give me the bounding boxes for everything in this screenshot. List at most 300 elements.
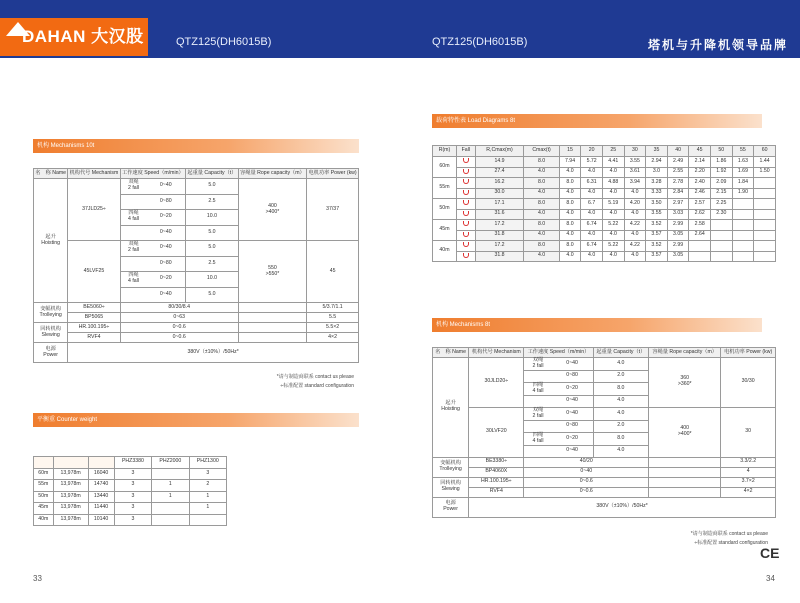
column-header: 名 称 Name (433, 348, 469, 358)
fall-icon-cell (456, 241, 475, 252)
table-cell (152, 468, 189, 480)
capacity-value: 2.5 (186, 194, 239, 210)
load-value: 2.09 (711, 178, 733, 189)
rope-capacity: 360 >360* (649, 358, 721, 408)
speed-value: 0~0.6 (524, 487, 649, 497)
table-row (433, 358, 776, 371)
load-value: 2.97 (667, 199, 689, 210)
mechanism-code: 30LVF20 (469, 407, 524, 457)
rope-capacity (649, 467, 721, 477)
capacity-value: 2.0 (593, 370, 649, 382)
power-row (433, 497, 776, 517)
speed-cell (524, 420, 593, 432)
speed-value: 0~80 (159, 197, 172, 204)
radius-label: 50m (433, 199, 457, 220)
table-cell: 13,978m (53, 491, 88, 503)
table-header-row (34, 457, 227, 469)
table-header-row (433, 146, 776, 157)
speed-cell (524, 358, 593, 371)
column-header: 机构代号 Mechanism (469, 348, 524, 358)
table-row (34, 333, 359, 343)
table-cell (152, 514, 189, 526)
left-mech-title: 机构 Mechanisms 10t (33, 139, 359, 153)
load-value: 6.31 (581, 178, 603, 189)
fall-icon-cell (456, 178, 475, 189)
motor-power: 30/30 (721, 358, 776, 408)
column-header: 55 (732, 146, 754, 157)
load-value: 4.0 (624, 188, 646, 199)
load-value: 4.0 (524, 230, 559, 241)
fall-icon-cell (456, 167, 475, 178)
rope-capacity: 550 >550* (238, 241, 306, 303)
table-cell: 3 (114, 468, 151, 480)
rope-capacity: 400 >400* (238, 179, 306, 241)
column-header: 电机功率 Power (kw) (721, 348, 776, 358)
speed-value: 0~20 (566, 384, 578, 391)
table-cell: 3 (114, 514, 151, 526)
load-value: 4.0 (524, 188, 559, 199)
load-value: 4.0 (559, 167, 581, 178)
mechanism-code: 45LVF25 (68, 241, 120, 303)
speed-value: 0~40 (566, 409, 578, 416)
load-value: 3.52 (646, 220, 668, 231)
table-row (34, 491, 227, 503)
load-value: 31.8 (475, 230, 524, 241)
load-value: 1.63 (732, 157, 754, 168)
column-header: Cmax(t) (524, 146, 559, 157)
load-value: 4.0 (524, 209, 559, 220)
left-notes (180, 373, 354, 391)
counterweight-table (33, 456, 227, 526)
table-cell: 13,978m (53, 514, 88, 526)
table-row (433, 251, 776, 262)
load-value: 2.57 (689, 199, 711, 210)
load-value: 3.05 (667, 230, 689, 241)
column-header: 工作速度 Speed（m/min） (524, 348, 593, 358)
table-cell: 13,978m (53, 503, 88, 515)
load-value: 1.44 (754, 157, 776, 168)
rope-capacity (649, 487, 721, 497)
load-value: 3.50 (646, 199, 668, 210)
motor-power: 3.3/2.2 (721, 457, 776, 467)
load-value (711, 230, 733, 241)
hook-fall-icon (463, 158, 469, 163)
load-value: 4.0 (559, 188, 581, 199)
load-value: 8.0 (559, 220, 581, 231)
note-standard: ÷标准配置 standard configuration (280, 383, 354, 389)
speed-cell (524, 382, 593, 395)
load-value: 4.41 (602, 157, 624, 168)
load-value: 4.0 (559, 251, 581, 262)
motor-power: 4 (721, 467, 776, 477)
column-header: PHZ3380 (114, 457, 151, 469)
load-value: 1.50 (754, 167, 776, 178)
table-header-row (34, 169, 359, 179)
load-value (732, 230, 754, 241)
load-value (689, 241, 711, 252)
load-value: 6.74 (581, 241, 603, 252)
column-header: 15 (559, 146, 581, 157)
load-value: 8.0 (559, 241, 581, 252)
rope-capacity (649, 457, 721, 467)
speed-cell (524, 395, 593, 407)
speed-value: 0~40 (566, 397, 578, 404)
speed-cell (120, 210, 186, 226)
column-header: 35 (646, 146, 668, 157)
load-value: 1.69 (732, 167, 754, 178)
load-value: 2.14 (689, 157, 711, 168)
table-header-row (433, 348, 776, 358)
table-cell: 3 (189, 468, 226, 480)
table-row (34, 241, 359, 257)
load-value: 3.61 (624, 167, 646, 178)
table-cell (152, 503, 189, 515)
load-value: 7.94 (559, 157, 581, 168)
load-value: 8.0 (524, 178, 559, 189)
column-header: 电机功率 Power (kw) (307, 169, 359, 179)
slew-label: 回转机构 Slewing (433, 477, 469, 497)
table-row (433, 407, 776, 420)
mechanism-code: BE3380÷ (469, 457, 524, 467)
load-diagram-table (432, 145, 776, 262)
load-value: 3.0 (646, 167, 668, 178)
load-value: 1.92 (711, 167, 733, 178)
speed-value: 0~40 (159, 244, 172, 251)
brand-logo (0, 18, 148, 84)
load-value: 17.1 (475, 199, 524, 210)
right-mech-title: 机构 Mechanisms 8t (432, 318, 762, 332)
load-value (732, 241, 754, 252)
load-value: 3.28 (646, 178, 668, 189)
column-header: 25 (602, 146, 624, 157)
table-cell: 13,978m (53, 468, 88, 480)
speed-value: 0~40 (566, 359, 578, 366)
brand-cn: 大汉股份 (22, 27, 144, 84)
load-value: 17.2 (475, 220, 524, 231)
load-value: 8.0 (524, 220, 559, 231)
table-cell: 60m (34, 468, 54, 480)
load-value: 4.0 (559, 209, 581, 220)
table-row (433, 220, 776, 231)
load-value: 8.0 (524, 199, 559, 210)
speed-cell (120, 179, 186, 195)
load-value (732, 199, 754, 210)
capacity-value: 2.5 (186, 256, 239, 272)
note-contact: *请与制造商联系 contact us please (690, 531, 768, 537)
capacity-value: 4.0 (593, 395, 649, 407)
speed-cell (120, 272, 186, 288)
tower-crane-logo-icon (6, 22, 30, 36)
load-value: 2.84 (667, 188, 689, 199)
trolley-label: 变幅机构 Trolleying (34, 303, 68, 323)
load-value (754, 241, 776, 252)
load-value: 31.8 (475, 251, 524, 262)
motor-power: 5.5×2 (307, 323, 359, 333)
table-row (433, 467, 776, 477)
table-cell: 11440 (88, 503, 114, 515)
radius-label: 60m (433, 157, 457, 178)
load-value: 8.0 (524, 241, 559, 252)
table-row (34, 323, 359, 333)
speed-cell (524, 407, 593, 420)
mechanism-code: HR.100.195÷ (469, 477, 524, 487)
mechanism-code: 37JLD25÷ (68, 179, 120, 241)
fall-icon-cell (456, 230, 475, 241)
rope-capacity (238, 333, 306, 343)
speed-value: 80/30/8.4 (120, 303, 238, 313)
power-label: 电源 Power (34, 343, 68, 363)
motor-power: 4×2 (307, 333, 359, 343)
table-row (433, 157, 776, 168)
column-header: 60 (754, 146, 776, 157)
load-value: 1.86 (711, 157, 733, 168)
table-cell (189, 514, 226, 526)
speed-cell (120, 225, 186, 241)
capacity-value: 10.0 (186, 210, 239, 226)
fall-label: 双绳 2 fall (532, 357, 544, 369)
table-cell: 55m (34, 480, 54, 492)
table-cell: 1 (152, 491, 189, 503)
speed-value: 0~80 (159, 259, 172, 266)
capacity-value: 5.0 (186, 179, 239, 195)
load-value: 4.0 (524, 167, 559, 178)
load-value: 5.72 (581, 157, 603, 168)
load-value (732, 220, 754, 231)
power-row (34, 343, 359, 363)
capacity-value: 4.0 (593, 445, 649, 457)
right-mechanisms-table (432, 347, 776, 518)
speed-cell (524, 432, 593, 445)
speed-value: 0~40 (159, 228, 172, 235)
load-value: 3.57 (646, 251, 668, 262)
rope-capacity (238, 313, 306, 323)
column-header: 容绳量 Rope capacity（m） (238, 169, 306, 179)
hoisting-label: 起升 Hoisting (34, 179, 68, 303)
load-value (711, 220, 733, 231)
table-row (34, 303, 359, 313)
load-value: 2.55 (667, 167, 689, 178)
speed-value: 0~20 (159, 275, 172, 282)
load-value (689, 251, 711, 262)
ce-mark: CE (760, 545, 780, 561)
table-cell: 16040 (88, 468, 114, 480)
page-number-right: 34 (766, 574, 775, 583)
speed-cell (120, 256, 186, 272)
table-row (34, 480, 227, 492)
capacity-value: 8.0 (593, 432, 649, 445)
fall-label: 双绳 2 fall (128, 241, 139, 254)
load-value: 3.94 (624, 178, 646, 189)
load-value: 2.46 (689, 188, 711, 199)
table-row (34, 179, 359, 195)
fall-icon-cell (456, 157, 475, 168)
hoisting-label: 起升 Hoisting (433, 358, 469, 458)
speed-value: 0~40 (159, 290, 172, 297)
motor-power: 45 (307, 241, 359, 303)
mechanism-code: BP5065 (68, 313, 120, 323)
capacity-value: 5.0 (186, 225, 239, 241)
table-cell: 3 (114, 480, 151, 492)
load-value: 2.49 (667, 157, 689, 168)
model-right: QTZ125(DH6015B) (432, 36, 528, 48)
mechanism-code: 30JLD20÷ (469, 358, 524, 408)
table-cell: 1 (152, 480, 189, 492)
table-cell: 14740 (88, 480, 114, 492)
hook-fall-icon (463, 221, 469, 226)
rope-capacity (238, 303, 306, 313)
load-value: 30.0 (475, 188, 524, 199)
note-standard: ÷标准配置 standard configuration (694, 540, 768, 546)
speed-cell (120, 241, 186, 257)
left-mechanisms-table (33, 168, 359, 363)
speed-value: 0~80 (566, 422, 578, 429)
column-header: PHZ1300 (189, 457, 226, 469)
load-value: 2.58 (689, 220, 711, 231)
load-value: 3.57 (646, 230, 668, 241)
column-header: 45 (689, 146, 711, 157)
load-value: 3.55 (646, 209, 668, 220)
load-value: 8.0 (559, 199, 581, 210)
speed-value: 40/20 (524, 457, 649, 467)
column-header: 20 (581, 146, 603, 157)
load-value: 2.20 (689, 167, 711, 178)
fall-icon-cell (456, 209, 475, 220)
motor-power: 5/3.7/1.1 (307, 303, 359, 313)
load-value: 27.4 (475, 167, 524, 178)
fall-label: 双绳 2 fall (532, 406, 544, 419)
load-value: 3.33 (646, 188, 668, 199)
load-value: 8.0 (559, 178, 581, 189)
load-value: 3.03 (667, 209, 689, 220)
table-row (433, 457, 776, 467)
speed-value: 0~0.6 (524, 477, 649, 487)
mechanism-code: RVF4 (68, 333, 120, 343)
hook-fall-icon (463, 232, 469, 237)
load-value: 4.0 (581, 209, 603, 220)
load-value (732, 251, 754, 262)
mechanism-code: RVF4 (469, 487, 524, 497)
load-value: 2.15 (711, 188, 733, 199)
speed-value: 0~20 (566, 434, 578, 441)
table-row (433, 230, 776, 241)
table-cell: 45m (34, 503, 54, 515)
fall-icon-cell (456, 251, 475, 262)
hook-fall-icon (463, 253, 469, 258)
motor-power: 5.5 (307, 313, 359, 323)
column-header: 50 (711, 146, 733, 157)
load-value: 4.0 (624, 209, 646, 220)
fall-icon-cell (456, 188, 475, 199)
load-value (754, 220, 776, 231)
load-value (732, 209, 754, 220)
column-header: R,Cmax(m) (475, 146, 524, 157)
column-header: 容绳量 Rope capacity（m） (649, 348, 721, 358)
load-value: 4.0 (581, 230, 603, 241)
load-value: 4.0 (602, 209, 624, 220)
load-value (754, 230, 776, 241)
column-header (53, 457, 88, 469)
fall-label: 四绳 4 fall (532, 381, 544, 394)
table-cell: 2 (189, 480, 226, 492)
load-value: 3.55 (624, 157, 646, 168)
load-value: 2.94 (646, 157, 668, 168)
load-value: 5.22 (602, 241, 624, 252)
speed-cell (524, 445, 593, 457)
load-value: 16.2 (475, 178, 524, 189)
load-value: 6.74 (581, 220, 603, 231)
table-cell: 13440 (88, 491, 114, 503)
column-header: 起重量 Capacity（t） (593, 348, 649, 358)
load-value: 2.78 (667, 178, 689, 189)
load-value: 4.20 (624, 199, 646, 210)
table-cell: 13,978m (53, 480, 88, 492)
load-value: 4.0 (524, 251, 559, 262)
load-value: 4.0 (559, 230, 581, 241)
capacity-value: 8.0 (593, 382, 649, 395)
capacity-value: 10.0 (186, 272, 239, 288)
load-value: 1.84 (732, 178, 754, 189)
load-value: 31.6 (475, 209, 524, 220)
capacity-value: 4.0 (593, 407, 649, 420)
capacity-value: 5.0 (186, 241, 239, 257)
rope-capacity (238, 323, 306, 333)
hook-fall-icon (463, 169, 469, 174)
table-cell: 3 (114, 491, 151, 503)
load-value: 4.0 (624, 230, 646, 241)
speed-cell (524, 370, 593, 382)
power-value: 380V（±10%）/50Hz* (469, 497, 776, 517)
fall-icon-cell (456, 199, 475, 210)
capacity-value: 2.0 (593, 420, 649, 432)
slogan: 塔机与升降机领导品牌 (647, 38, 788, 52)
column-header: PHZ2000 (152, 457, 189, 469)
fall-label: 四绳 4 fall (128, 272, 139, 285)
column-header: 40 (667, 146, 689, 157)
rope-capacity: 400 >400* (649, 407, 721, 457)
speed-value: 0~0.6 (120, 323, 238, 333)
load-value (711, 251, 733, 262)
speed-cell (120, 194, 186, 210)
speed-value: 0~0.6 (120, 333, 238, 343)
power-label: 电源 Power (433, 497, 469, 517)
load-value (754, 178, 776, 189)
column-header (88, 457, 114, 469)
load-diagram-title: 载荷特性表 Load Diagrams 8t (432, 114, 762, 128)
power-value: 380V（±10%）/50Hz* (68, 343, 359, 363)
load-value (754, 188, 776, 199)
load-value: 4.0 (581, 188, 603, 199)
load-value: 8.0 (524, 157, 559, 168)
table-row (34, 503, 227, 515)
column-header: 机构代号 Mechanism (68, 169, 120, 179)
hook-fall-icon (463, 179, 469, 184)
table-row (433, 178, 776, 189)
motor-power: 37/37 (307, 179, 359, 241)
load-value (754, 251, 776, 262)
speed-cell (120, 287, 186, 303)
model-left: QTZ125(DH6015B) (176, 36, 272, 48)
table-row (433, 241, 776, 252)
load-value: 1.90 (732, 188, 754, 199)
brand-latin: DAHAN (22, 27, 86, 46)
column-header: 名 称 Name (34, 169, 68, 179)
mechanism-code: HR.100.195÷ (68, 323, 120, 333)
table-cell: 1 (189, 503, 226, 515)
load-value: 4.0 (602, 251, 624, 262)
speed-value: 0~40 (566, 447, 578, 454)
table-row (34, 313, 359, 323)
motor-power: 30 (721, 407, 776, 457)
